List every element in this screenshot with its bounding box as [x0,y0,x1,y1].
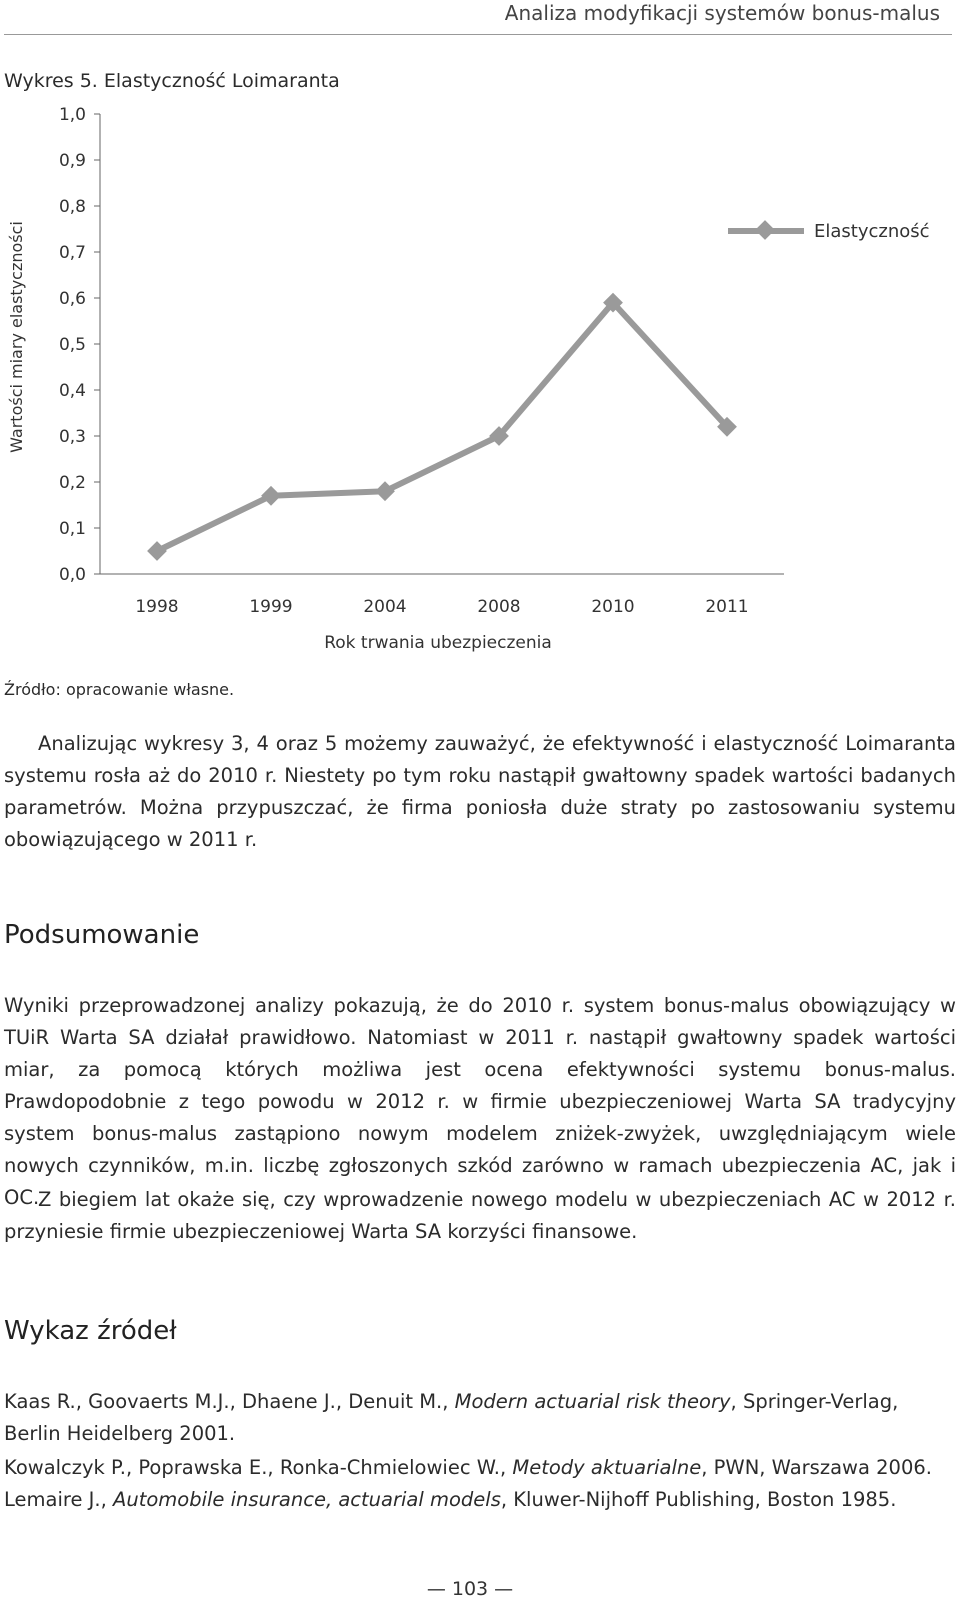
series-line [157,303,727,551]
x-tick-label: 1998 [135,597,179,617]
data-point-marker [261,486,281,506]
data-point-marker [375,481,395,501]
reference-authors: Kaas R., Goovaerts M.J., Dhaene J., Denuit M., [4,1390,455,1413]
x-tick-label: 1999 [249,597,293,617]
y-tick-label: 0,2 [58,473,86,493]
reference-authors: Lemaire J., [4,1488,114,1511]
data-point-marker [147,541,167,561]
y-tick-label: 0,0 [58,565,86,585]
reference-publisher: , PWN, Warszawa 2006. [701,1456,932,1479]
reference-item [4,1386,954,1450]
y-axis-title: Wartości miary elastyczności [7,221,26,453]
y-tick-label: 0,4 [58,381,86,401]
reference-item [4,1484,954,1516]
y-tick-label: 0,7 [58,243,86,263]
y-tick-label: 0,3 [58,427,86,447]
x-tick-label: 2008 [477,597,521,617]
running-header: Analiza modyfikacji systemów bonus-malus [504,1,940,25]
reference-authors: Kowalczyk P., Poprawska E., Ronka-Chmielowiec W., [4,1456,513,1479]
heading-summary: Podsumowanie [4,920,200,950]
x-axis-title: Rok trwania ubezpieczenia [324,633,552,653]
series-elastycznosc [147,293,737,561]
reference-title: Modern actuarial risk theory [454,1390,731,1413]
paragraph-summary: Wyniki przeprowadzonej analizy pokazują, że do 2010 r. system bonus-malus obowiązujący w TUiR Warta SA działał prawidłowo. Natomiast w 2011 r. nastąpił gwałtowny spadek wartości miar, za pomocą których możliwa jest ocena efektywności systemu bonus-malus. Prawdopodobnie z tego powodu w 2012 r. w firmie ubezpieczeniowej Warta SA tradycyjny system bonus-malus zastąpiono nowym modelem zniżek-zwyżek, uwzględniającym wiele nowych czynników, m.in. liczbę zgłoszonych szkód zarówno w ramach ubezpieczenia AC, jak i OC. [4,994,956,1209]
reference-publisher: , Springer-Verlag, Berlin Heidelberg 2001. [4,1390,899,1445]
heading-sources: Wykaz źródeł [4,1316,177,1346]
legend-marker [755,220,775,240]
y-tick-label: 0,6 [58,289,86,309]
y-axis-title-group [7,221,26,453]
x-tick-label: 2011 [705,597,749,617]
page-number: — 103 — [426,1578,514,1600]
reference-title: Metody aktuarialne [512,1456,702,1479]
legend [728,220,930,242]
figure-source: Źródło: opracowanie własne. [4,680,235,699]
y-tick-label: 0,8 [58,197,86,217]
elasticity-line-chart [0,96,960,656]
y-tick-label: 0,1 [58,519,86,539]
x-tick-label: 2004 [363,597,407,617]
reference-item [4,1452,954,1484]
y-tick-label: 1,0 [58,105,86,125]
figure-caption: Wykres 5. Elastyczność Loimaranta [4,70,340,92]
paragraph-conclusion: Z biegiem lat okaże się, czy wprowadzenie nowego modelu w ubezpieczeniach AC w 2012 r. przyniesie firmie ubezpieczeniowej Warta SA korzyści finansowe. [4,1188,956,1243]
y-tick-label: 0,5 [58,335,86,355]
y-tick-label: 0,9 [58,151,86,171]
x-tick-labels [135,597,748,617]
paragraph-analysis: Analizując wykresy 3, 4 oraz 5 możemy zauważyć, że efektywność i elastyczność Loimaranta systemu rosła aż do 2010 r. Niestety po tym roku nastąpił gwałtowny spadek wartości badanych parametrów. Można przypuszczać, że firma poniosła duże straty po zastosowaniu systemu obowiązującego w 2011 r. [4,732,956,851]
header-rule [4,34,952,35]
x-tick-label: 2010 [591,597,635,617]
reference-publisher: , Kluwer-Nijhoff Publishing, Boston 1985. [500,1488,897,1511]
legend-label: Elastyczność [814,221,930,242]
reference-title: Automobile insurance, actuarial models [113,1488,501,1511]
y-tick-labels [59,105,100,585]
